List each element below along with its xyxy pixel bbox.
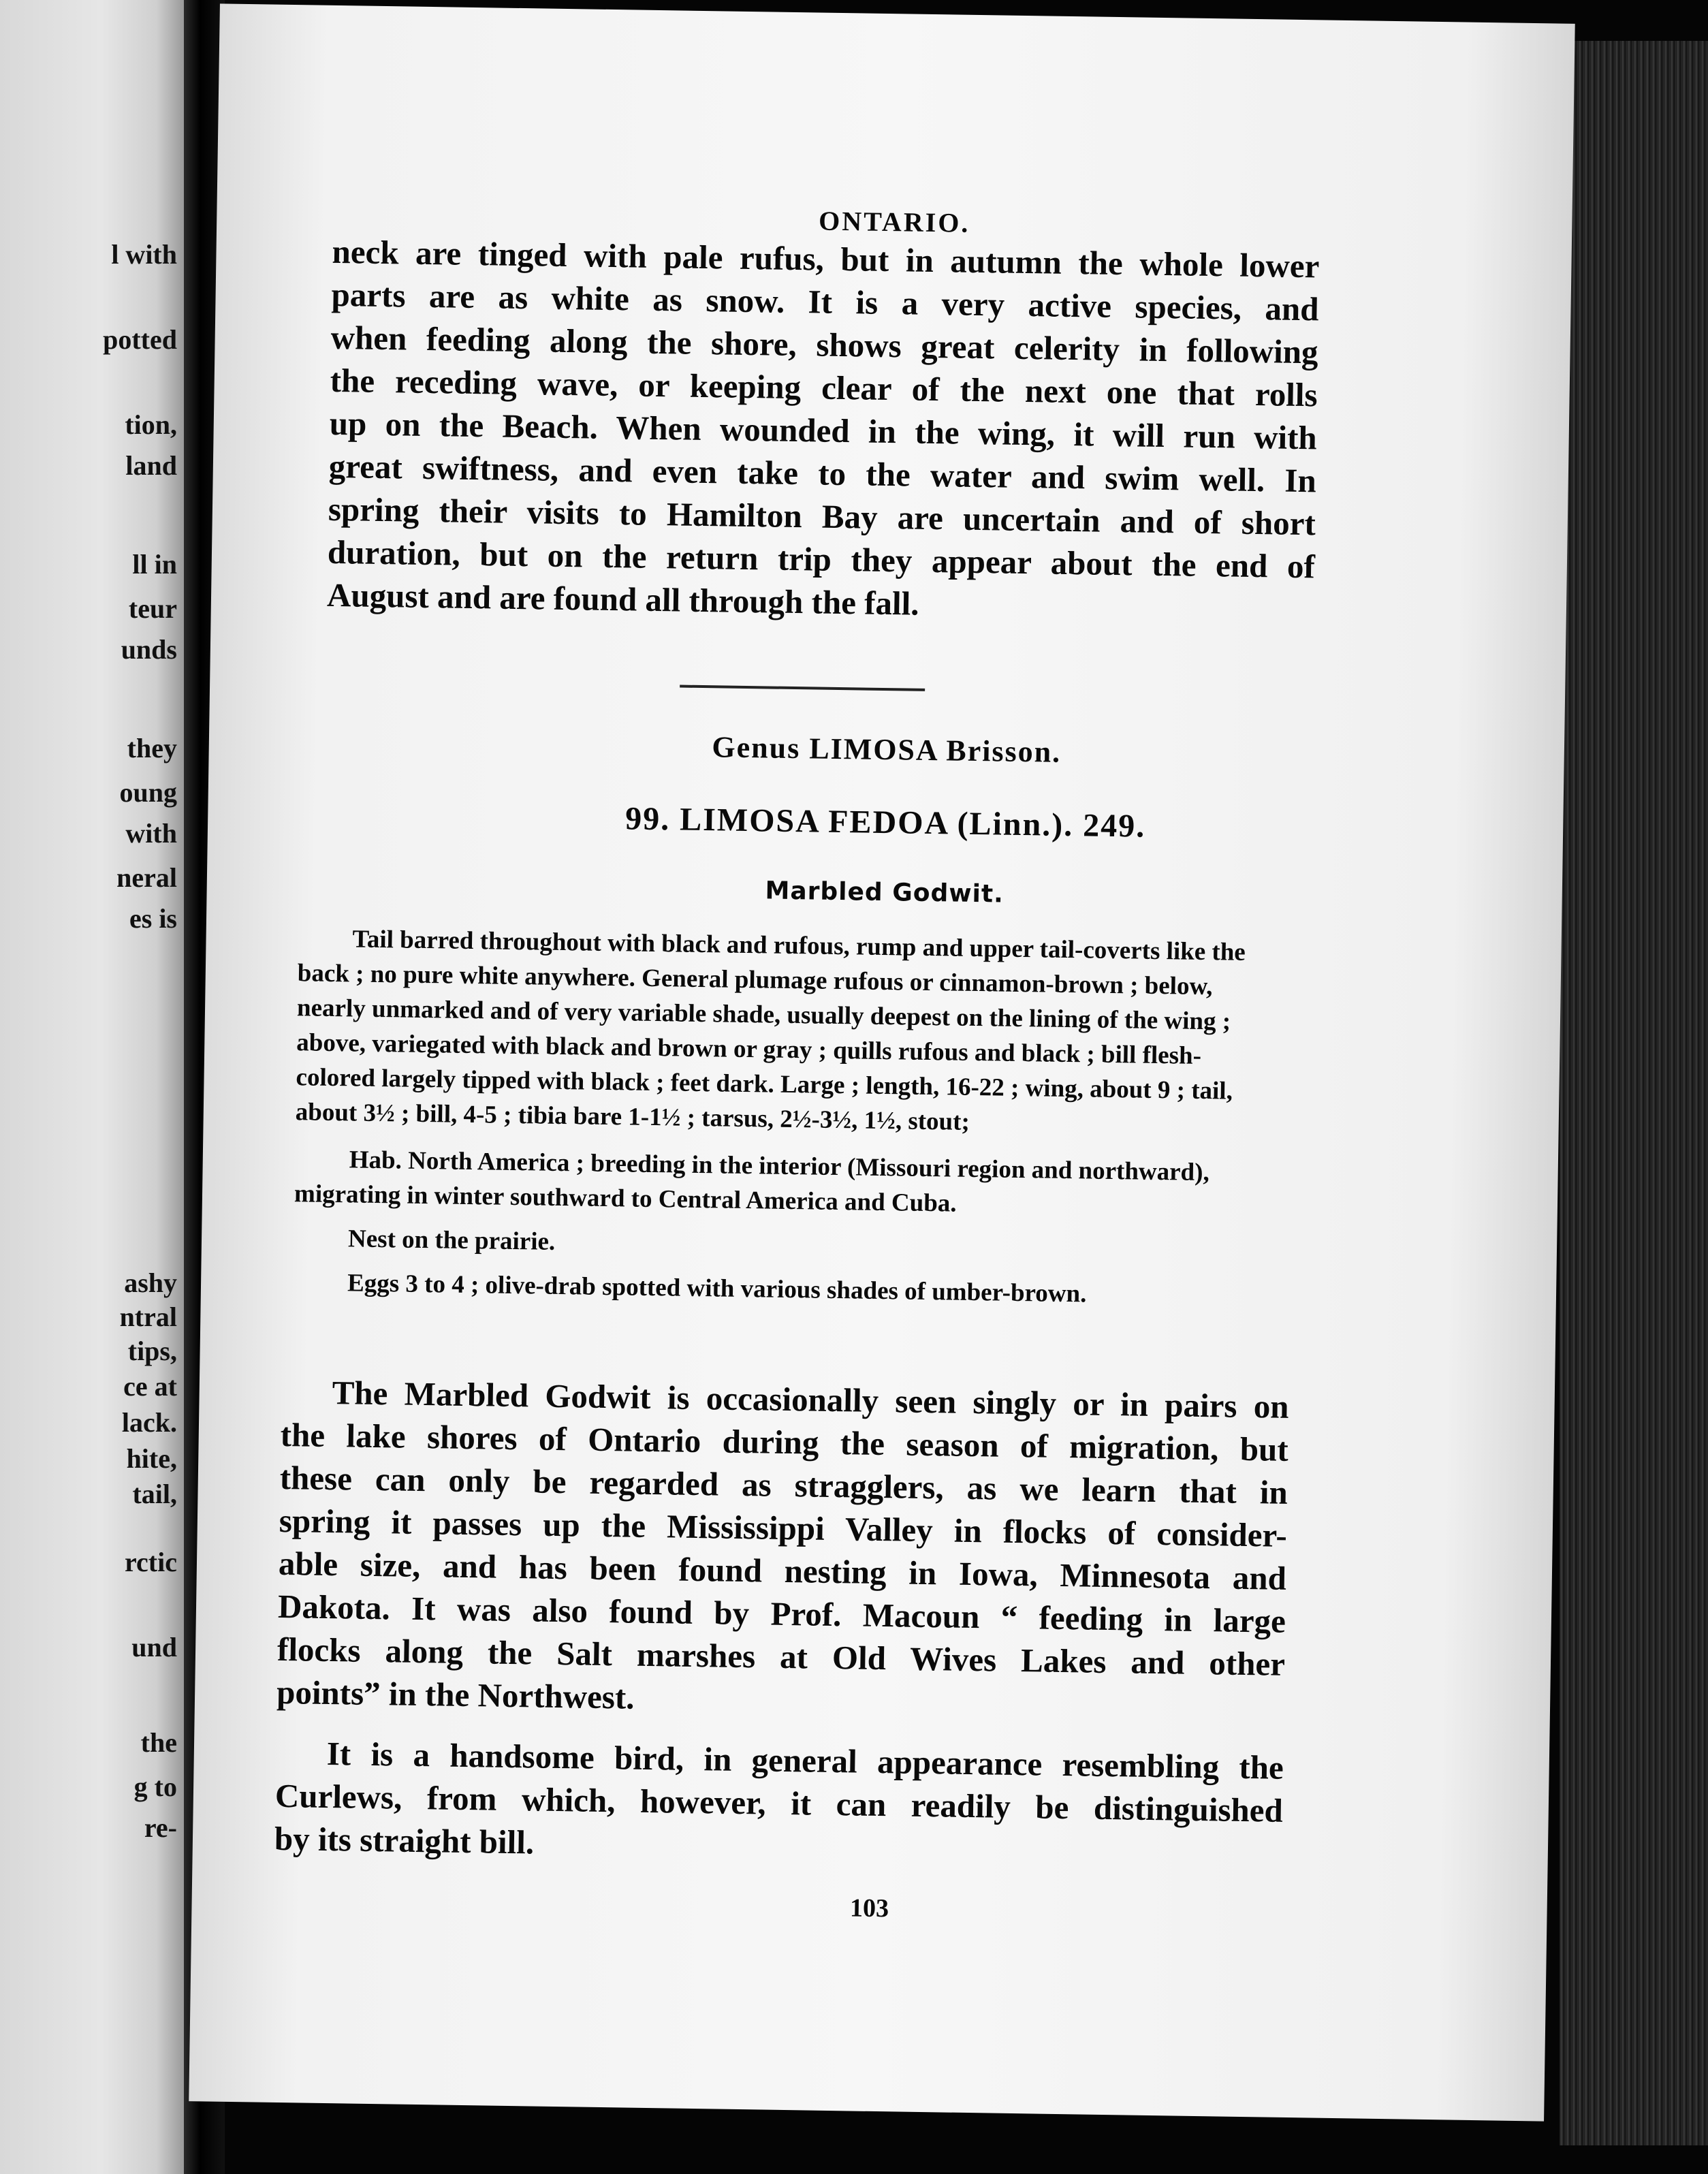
left-page-fragment: rctic xyxy=(125,1547,177,1577)
species-heading: 99. LIMOSA FEDOA (Linn.). 249. xyxy=(624,800,1146,845)
left-page-fragment: tail, xyxy=(132,1479,177,1509)
left-page-fragment: they xyxy=(127,733,177,763)
text-line: when feeding along the shore, shows great celerity in following xyxy=(330,318,1318,371)
main-paragraph-2 xyxy=(274,1731,1284,1875)
left-page-fragment: ntral xyxy=(119,1302,177,1332)
text-line: great swiftness, and even take to the water and swim well. In xyxy=(328,447,1317,500)
text-line: It is a handsome bird, in general appearance resembling the xyxy=(326,1735,1284,1786)
left-page-fragment: g to xyxy=(133,1771,177,1802)
left-page-fragment: unds xyxy=(121,634,177,665)
description-text: Tail barred throughout with black and rufous, rump and upper tail-coverts like the back ; no pure white anywhere. General plumage rufous or cinnamon-brown ; below, nearly unmarked and of very variable shade, usually deepest on the lining of the wing ; above, variegated with black and brown or gray ; quills rufous and black ; bill flesh-colored largely tipped with black ; feet dark. Large ; length, 16-22 ; wing, about 9 ; tail, about 3½ ; bill, 4-5 ; tibia bare 1-1½ ; tarsus, 2½-3½, 1½, stout; xyxy=(295,925,1246,1136)
text-line: August and are found all through the fall. xyxy=(326,576,919,623)
left-page-fragment: l with xyxy=(111,239,177,270)
section-divider xyxy=(680,685,925,691)
intro-paragraph xyxy=(327,230,1320,631)
text-line: the lake shores of Ontario during the season of migration, but xyxy=(280,1415,1289,1468)
left-page-fragment: oung xyxy=(119,777,177,808)
left-facing-page xyxy=(0,0,184,2174)
left-page-fragment: land xyxy=(125,450,177,481)
text-line: parts are as white as snow. It is a very active species, and xyxy=(331,275,1319,328)
text-line: The Marbled Godwit is occasionally seen singly or in pairs on xyxy=(332,1374,1289,1425)
left-page-fragment: neral xyxy=(116,862,177,893)
left-page-fragment: teur xyxy=(128,593,177,624)
text-line: spring it passes up the Mississippi Valley in flocks of consider- xyxy=(279,1501,1288,1554)
running-head: ONTARIO. xyxy=(818,205,970,238)
text-line: these can only be regarded as stragglers, as we learn that in xyxy=(279,1458,1288,1511)
book-page xyxy=(189,3,1575,2121)
left-page-fragment: lack. xyxy=(121,1407,177,1438)
left-page-fragment: ll in xyxy=(132,549,177,580)
left-page-fragment: hite, xyxy=(126,1443,177,1474)
eggs-text: Eggs 3 to 4 ; olive-drab spotted with various shades of umber-brown. xyxy=(347,1269,1087,1308)
text-line: Curlews, from which, however, it can readily be distinguished xyxy=(274,1776,1284,1829)
text-line: neck are tinged with pale rufus, but in autumn the whole lower xyxy=(332,232,1320,285)
species-description-block xyxy=(293,921,1279,1314)
left-page-fragment: ce at xyxy=(123,1371,177,1402)
text-line: points” in the Northwest. xyxy=(276,1673,635,1716)
text-line: flocks along the Salt marshes at Old Wives Lakes and other xyxy=(276,1630,1286,1683)
nest-text: Nest on the prairie. xyxy=(347,1225,556,1256)
text-line: spring their visits to Hamilton Bay are uncertain and of short xyxy=(328,490,1316,543)
left-page-fragment: es is xyxy=(129,903,177,934)
left-page-fragment: ashy xyxy=(124,1267,177,1298)
habitat-text: Hab. North America ; breeding in the interior (Missouri region and northward), migrating in winter southward to Central America and Cuba. xyxy=(294,1146,1210,1218)
page-number: 103 xyxy=(849,1893,889,1923)
left-page-fragment: the xyxy=(140,1727,177,1758)
left-page-fragment: tion, xyxy=(125,409,177,440)
left-page-fragment: tips, xyxy=(127,1336,177,1366)
text-line: Dakota. It was also found by Prof. Macoun “ feeding in large xyxy=(277,1587,1286,1640)
common-name-heading: Marbled Godwit. xyxy=(765,877,1005,909)
left-page-fragment: und xyxy=(131,1632,177,1663)
text-line: able size, and has been found nesting in Iowa, Minnesota and xyxy=(278,1544,1287,1597)
left-page-fragment: potted xyxy=(103,324,177,355)
text-line: by its straight bill. xyxy=(274,1819,535,1861)
genus-heading: Genus LIMOSA Brisson. xyxy=(712,730,1062,769)
text-line: the receding wave, or keeping clear of the next one that rolls xyxy=(330,361,1318,414)
left-page-fragment: with xyxy=(125,818,177,849)
text-line: duration, but on the return trip they appear about the end of xyxy=(327,533,1316,586)
text-line: up on the Beach. When wounded in the wing, it will run with xyxy=(329,404,1318,457)
page-edges xyxy=(1560,41,1708,2145)
main-paragraph-1 xyxy=(276,1370,1289,1729)
left-page-fragment: re- xyxy=(144,1812,177,1843)
